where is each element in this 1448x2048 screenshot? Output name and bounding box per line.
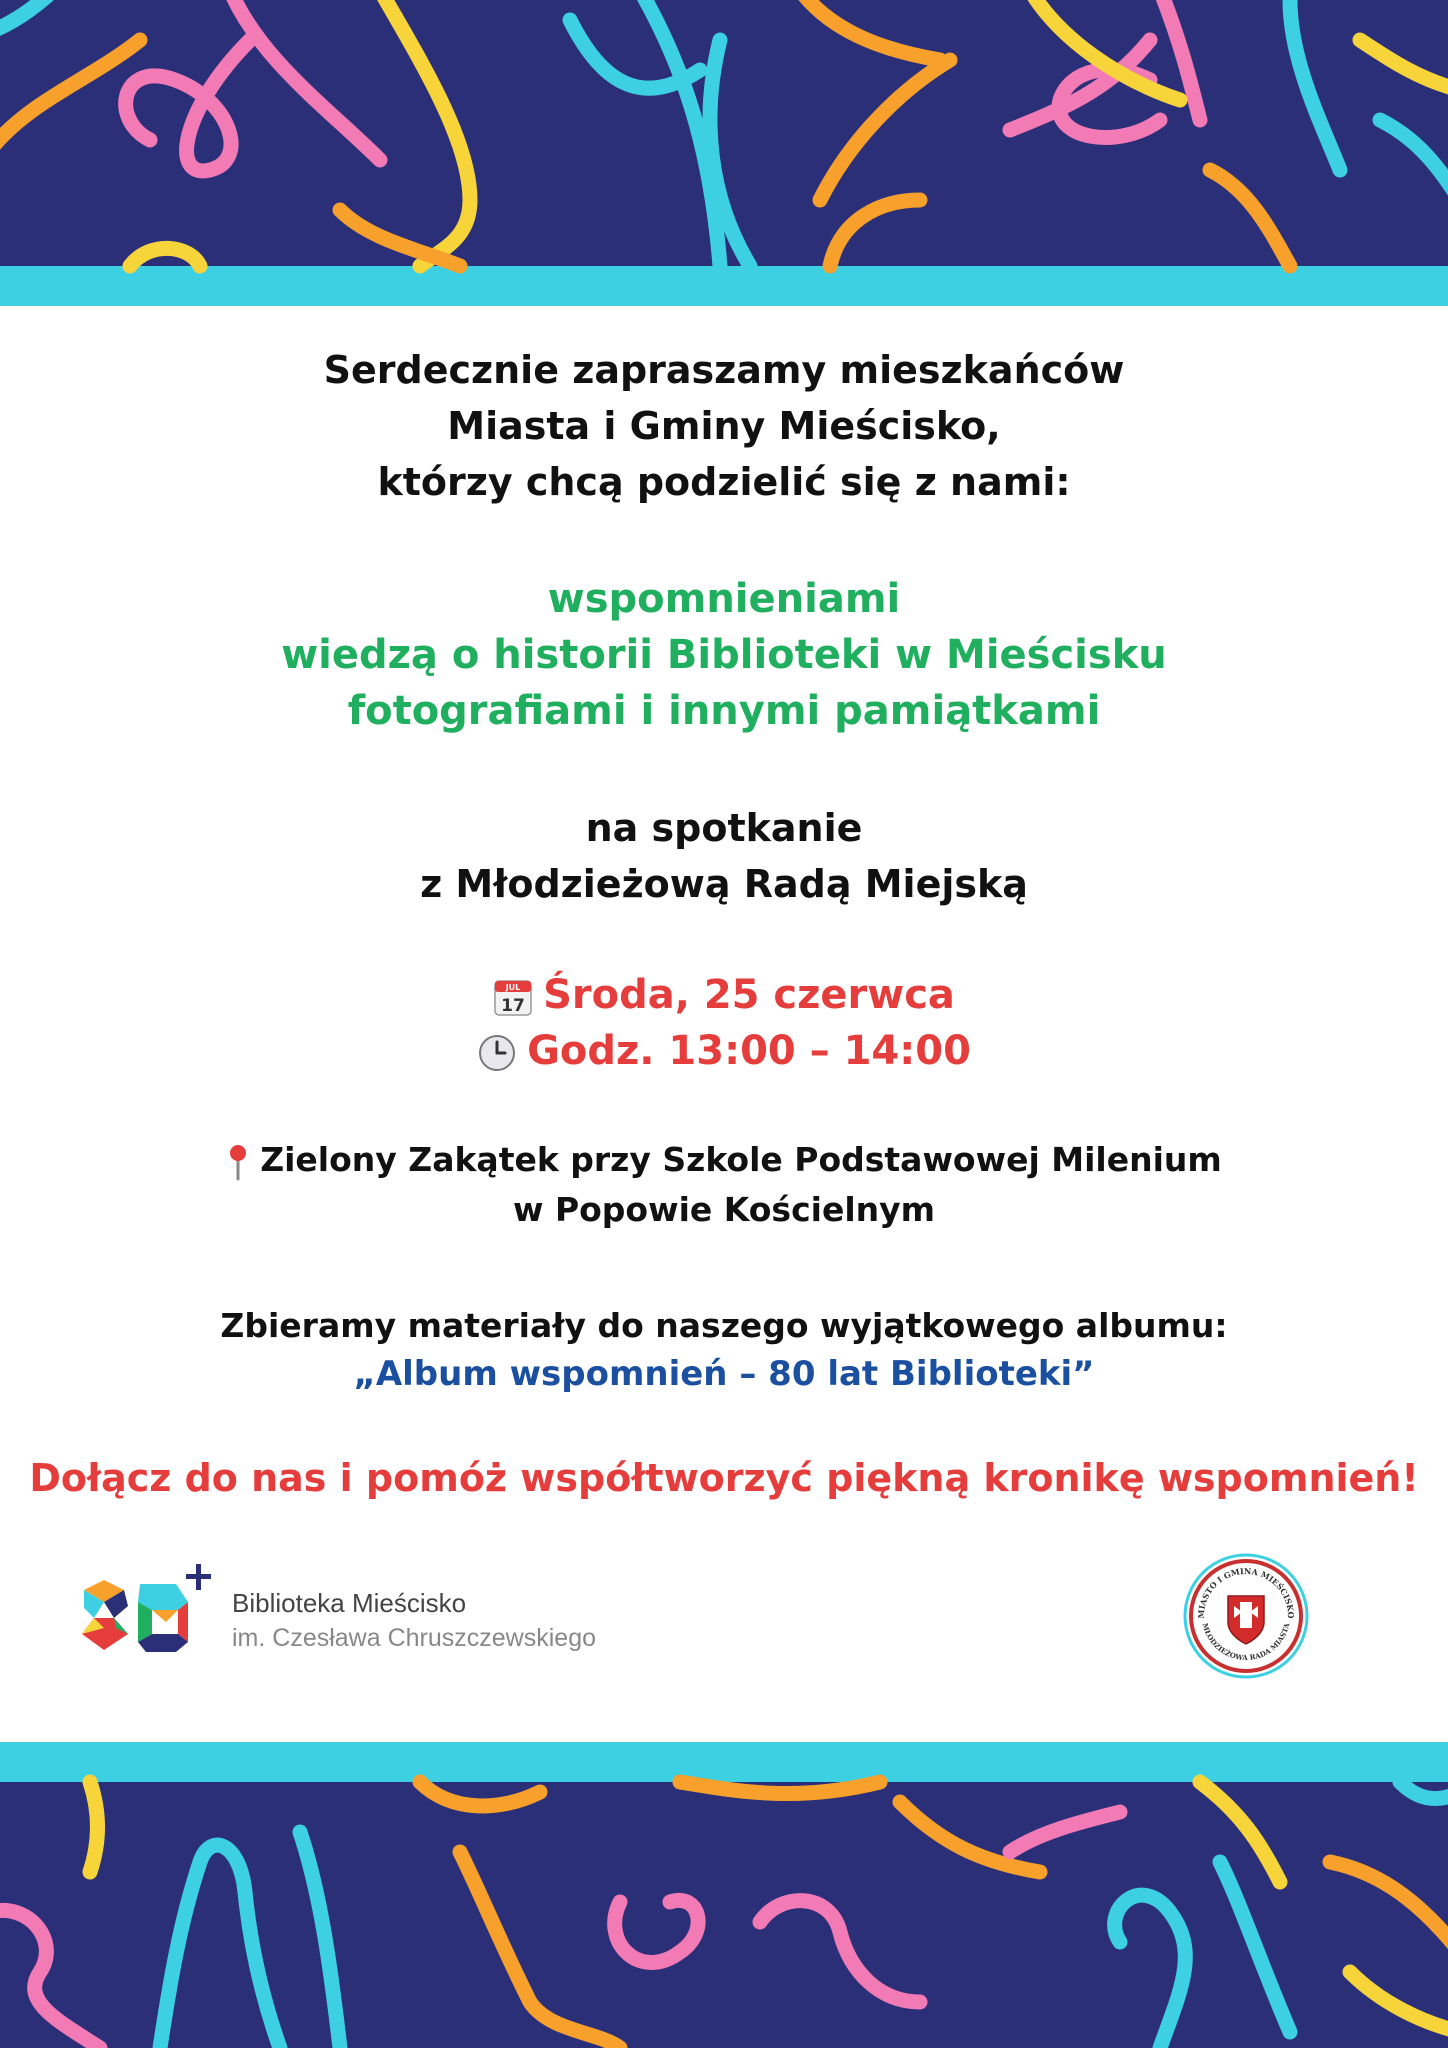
location-line-2: w Popowie Kościelnym: [512, 1190, 936, 1229]
svg-text:MŁODZIEŻOWA RADA MIASTA: MŁODZIEŻOWA RADA MIASTA: [1200, 1622, 1292, 1663]
call-to-action: Dołącz do nas i pomóż współtworzyć piękną kronikę wspomnień!: [29, 1456, 1419, 1500]
topic-memories: wspomnieniami: [547, 576, 901, 622]
album-intro: Zbieramy materiały do naszego wyjątkowego albumu:: [220, 1306, 1228, 1345]
library-logo: [80, 1562, 620, 1672]
event-time-text: Godz. 13:00 – 14:00: [527, 1028, 971, 1074]
svg-text:JUL: JUL: [505, 983, 521, 992]
event-date-text: Środa, 25 czerwca: [543, 972, 955, 1018]
topic-library-history: wiedzą o historii Biblioteki w Mieścisku: [281, 632, 1167, 678]
invitation-line-2: Miasta i Gminy Mieścisko,: [447, 404, 1001, 448]
svg-text:MIASTO I GMINA MIEŚCISKO: MIASTO I GMINA MIEŚCISKO: [1195, 1565, 1297, 1619]
topic-photos: fotografiami i innymi pamiątkami: [347, 688, 1101, 734]
meeting-line-1: na spotkanie: [585, 806, 863, 850]
clock-icon: [477, 1033, 517, 1073]
council-seal: [1182, 1552, 1310, 1680]
meeting-line-2: z Młodzieżową Radą Miejską: [420, 862, 1028, 906]
youth-council-logo: [1182, 1552, 1310, 1680]
confetti-decoration-bottom: [0, 1742, 1448, 2048]
footer-confetti-band: [0, 1742, 1448, 2048]
event-time: [0, 1028, 1448, 1074]
svg-text:17: 17: [501, 996, 525, 1016]
header-confetti-band: [0, 0, 1448, 306]
calendar-icon: [493, 977, 533, 1017]
event-date: [0, 972, 1448, 1018]
pin-icon: [226, 1143, 250, 1181]
invitation-line-3: którzy chcą podzielić się z nami:: [377, 460, 1071, 504]
library-name: Biblioteka Mieścisko: [232, 1588, 467, 1618]
library-80-logo-mark: [80, 1562, 220, 1662]
library-subtitle: im. Czesława Chruszczewskiego: [232, 1624, 597, 1652]
invitation-content: [0, 306, 1448, 1742]
confetti-decoration: [0, 0, 1448, 306]
location-line-1: [0, 1140, 1448, 1181]
location-text: Zielony Zakątek przy Szkole Podstawowej Milenium: [260, 1140, 1222, 1179]
album-title: „Album wspomnień – 80 lat Biblioteki”: [353, 1354, 1095, 1394]
invitation-line-1: Serdecznie zapraszamy mieszkańców: [323, 348, 1125, 392]
